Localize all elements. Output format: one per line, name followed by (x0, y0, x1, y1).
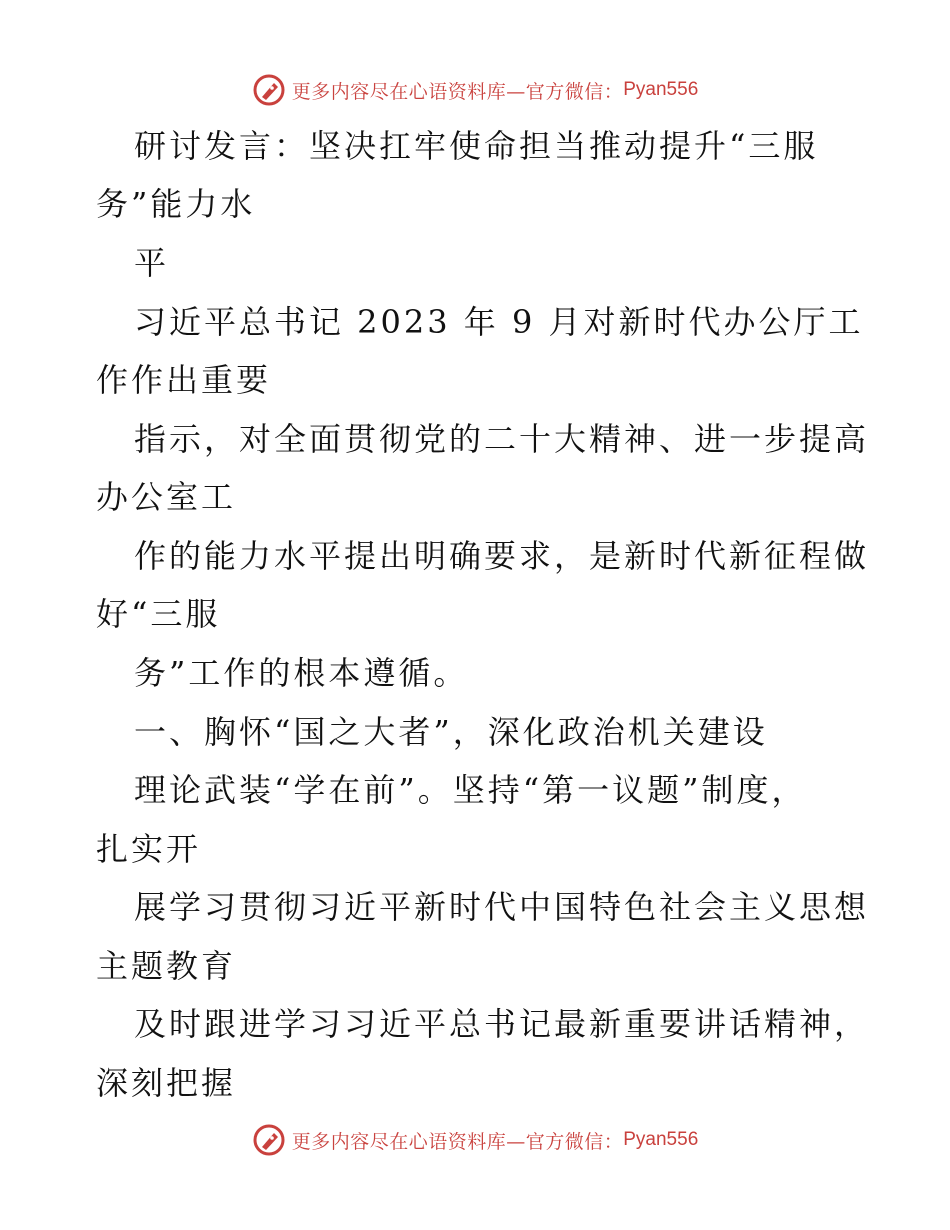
header-wechat-id: Pyan556 (623, 79, 699, 100)
footer-banner (0, 1120, 950, 1160)
paragraph-line: 展学习贯彻习近平新时代中国特色社会主义思想 (134, 888, 870, 926)
footer-wechat-id: Pyan556 (623, 1129, 699, 1150)
title-line-3: 平 (134, 244, 170, 282)
section-heading: 一、胸怀“国之大者”，深化政治机关建设 (134, 713, 768, 751)
paragraph-line: 务”工作的根本遵循。 (134, 654, 469, 692)
paragraph-line: 及时跟进学习习近平总书记最新重要讲话精神， (134, 1005, 870, 1043)
footer-banner-text: 更多内容尽在心语资料库—官方微信： (291, 1130, 624, 1153)
pen-nib-logo-icon (252, 1123, 286, 1157)
header-banner (0, 70, 950, 110)
paragraph-line: 好“三服 (96, 595, 221, 633)
pen-nib-logo-icon (252, 73, 286, 107)
paragraph-line: 作作出重要 (96, 361, 272, 399)
paragraph-line: 作的能力水平提出明确要求，是新时代新征程做 (134, 537, 870, 575)
paragraph-line: 习近平总书记 2023 年 9 月对新时代办公厅工 (134, 303, 864, 341)
paragraph-line: 理论武装“学在前”。坚持“第一议题”制度， (134, 771, 807, 809)
title-line-2: 务”能力水 (96, 185, 256, 223)
paragraph-line: 深刻把握 (96, 1064, 237, 1102)
paragraph-line: 扎实开 (96, 830, 202, 868)
paragraph-line: 办公室工 (96, 478, 237, 516)
paragraph-line: 指示，对全面贯彻党的二十大精神、进一步提高 (134, 420, 870, 458)
header-banner-text: 更多内容尽在心语资料库—官方微信： (291, 80, 624, 103)
paragraph-line: 主题教育 (96, 947, 237, 985)
title-line-1: 研讨发言：坚决扛牢使命担当推动提升“三服 (134, 127, 819, 165)
